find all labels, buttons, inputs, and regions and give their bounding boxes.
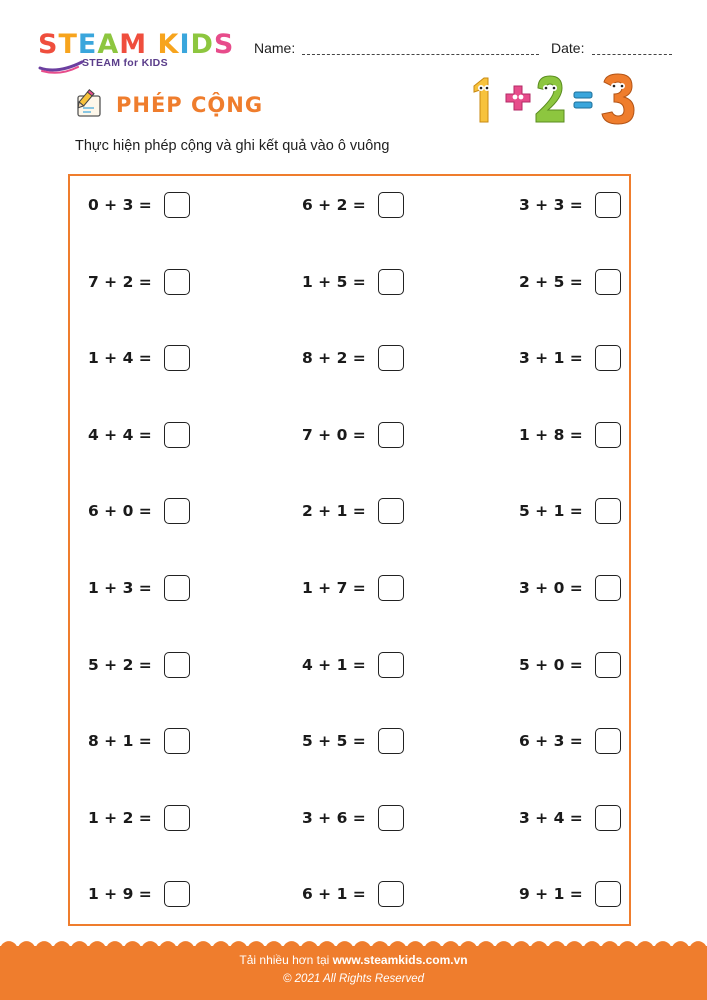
addition-problem xyxy=(88,190,190,220)
addition-problem xyxy=(88,573,190,603)
name-field[interactable] xyxy=(302,54,539,55)
answer-box[interactable] xyxy=(595,345,621,371)
addition-problem xyxy=(88,496,190,526)
addition-problem xyxy=(519,879,621,909)
problem-expression: 1 + 9 = xyxy=(88,885,152,904)
problem-expression: 0 + 3 = xyxy=(88,196,152,214)
problem-expression: 1 + 3 = xyxy=(88,579,152,597)
pencil-paper-icon xyxy=(72,88,104,120)
answer-box[interactable] xyxy=(378,652,404,678)
addition-problem xyxy=(88,726,190,756)
addition-problem xyxy=(519,573,621,603)
addition-problem xyxy=(302,573,404,603)
answer-box[interactable] xyxy=(595,269,621,295)
addition-problem xyxy=(519,190,621,220)
addition-problem xyxy=(519,650,621,680)
problem-expression: 8 + 1 = xyxy=(88,732,152,751)
addition-problem xyxy=(519,803,621,833)
name-label: Name: xyxy=(254,40,296,56)
problem-expression: 7 + 2 = xyxy=(88,272,152,291)
numbers-mascot-icon xyxy=(466,70,640,128)
answer-box[interactable] xyxy=(164,652,190,678)
problem-expression: 3 + 4 = xyxy=(519,808,583,827)
answer-box[interactable] xyxy=(595,575,621,601)
addition-problem xyxy=(88,420,190,450)
answer-box[interactable] xyxy=(164,422,190,448)
answer-box[interactable] xyxy=(595,805,621,831)
date-field[interactable] xyxy=(592,54,672,55)
addition-problem xyxy=(519,343,621,373)
answer-box[interactable] xyxy=(595,652,621,678)
addition-problem xyxy=(88,879,190,909)
answer-box[interactable] xyxy=(164,269,190,295)
addition-problem xyxy=(302,496,404,526)
answer-box[interactable] xyxy=(378,805,404,831)
addition-problem xyxy=(302,650,404,680)
answer-box[interactable] xyxy=(164,575,190,601)
problem-expression: 3 + 3 = xyxy=(519,196,583,214)
problem-expression: 5 + 0 = xyxy=(519,655,583,674)
addition-problem xyxy=(302,879,404,909)
logo-tagline: STEAM for KIDS xyxy=(82,57,168,69)
problem-expression: 8 + 2 = xyxy=(302,349,366,368)
answer-box[interactable] xyxy=(595,422,621,448)
instruction-text: Thực hiện phép cộng và ghi kết quả vào ô vuông xyxy=(75,138,390,154)
answer-box[interactable] xyxy=(378,422,404,448)
addition-problem xyxy=(88,267,190,297)
problem-expression: 5 + 1 = xyxy=(519,502,583,521)
logo-swoosh-icon xyxy=(38,56,86,74)
steam-kids-logo xyxy=(38,30,238,74)
problem-expression: 5 + 5 = xyxy=(302,732,366,751)
problem-expression: 6 + 0 = xyxy=(88,502,152,521)
date-label: Date: xyxy=(551,40,585,56)
problem-expression: 1 + 5 = xyxy=(302,272,366,291)
problem-expression: 4 + 4 = xyxy=(88,425,152,444)
answer-box[interactable] xyxy=(595,192,621,218)
answer-box[interactable] xyxy=(378,881,404,907)
answer-box[interactable] xyxy=(595,498,621,524)
answer-box[interactable] xyxy=(378,345,404,371)
problem-expression: 3 + 1 = xyxy=(519,349,583,368)
problem-expression: 2 + 5 = xyxy=(519,272,583,291)
problem-expression: 3 + 0 = xyxy=(519,579,583,597)
answer-box[interactable] xyxy=(378,192,404,218)
addition-problem xyxy=(519,267,621,297)
answer-box[interactable] xyxy=(164,805,190,831)
logo-letter: I xyxy=(179,29,191,60)
answer-box[interactable] xyxy=(595,881,621,907)
logo-letter: S xyxy=(38,29,59,60)
problem-expression: 9 + 1 = xyxy=(519,885,583,904)
addition-problem xyxy=(302,190,404,220)
answer-box[interactable] xyxy=(164,498,190,524)
addition-problem xyxy=(519,420,621,450)
logo-letter: S xyxy=(213,29,235,60)
addition-problem xyxy=(519,496,621,526)
answer-box[interactable] xyxy=(378,269,404,295)
addition-problem xyxy=(302,803,404,833)
addition-problem xyxy=(88,650,190,680)
answer-box[interactable] xyxy=(378,728,404,754)
page-title: PHÉP CỘNG xyxy=(116,93,264,117)
logo-letter: M xyxy=(119,29,148,60)
problem-expression: 1 + 7 = xyxy=(302,579,366,597)
answer-box[interactable] xyxy=(378,498,404,524)
logo-letter xyxy=(147,30,157,60)
addition-problem xyxy=(302,343,404,373)
answer-box[interactable] xyxy=(164,345,190,371)
problem-expression: 6 + 3 = xyxy=(519,732,583,751)
answer-box[interactable] xyxy=(378,575,404,601)
addition-problem xyxy=(302,726,404,756)
footer-download-text xyxy=(0,953,707,967)
problem-expression: 5 + 2 = xyxy=(88,655,152,674)
problem-expression: 6 + 1 = xyxy=(302,885,366,904)
problem-expression: 1 + 8 = xyxy=(519,425,583,444)
answer-box[interactable] xyxy=(164,192,190,218)
answer-box[interactable] xyxy=(164,728,190,754)
problem-expression: 3 + 6 = xyxy=(302,808,366,827)
problem-expression: 1 + 4 = xyxy=(88,349,152,368)
logo-letter: E xyxy=(77,29,98,60)
problem-expression: 6 + 2 = xyxy=(302,196,366,214)
answer-box[interactable] xyxy=(595,728,621,754)
addition-problem xyxy=(88,803,190,833)
logo-letter: T xyxy=(58,29,78,60)
footer-prefix: Tải nhiều hơn tại xyxy=(239,953,333,967)
addition-problem xyxy=(88,343,190,373)
logo-letter: K xyxy=(157,29,180,60)
problem-expression: 7 + 0 = xyxy=(302,425,366,444)
logo-letter: A xyxy=(97,29,120,60)
problem-expression: 2 + 1 = xyxy=(302,502,366,521)
addition-problem xyxy=(302,420,404,450)
answer-box[interactable] xyxy=(164,881,190,907)
logo-letter: D xyxy=(190,29,214,60)
problem-expression: 1 + 2 = xyxy=(88,808,152,827)
footer-site-link[interactable]: www.steamkids.com.vn xyxy=(332,953,468,967)
addition-problem xyxy=(302,267,404,297)
addition-problem xyxy=(519,726,621,756)
problem-expression: 4 + 1 = xyxy=(302,655,366,674)
footer-copyright: © 2021 All Rights Reserved xyxy=(282,973,424,985)
